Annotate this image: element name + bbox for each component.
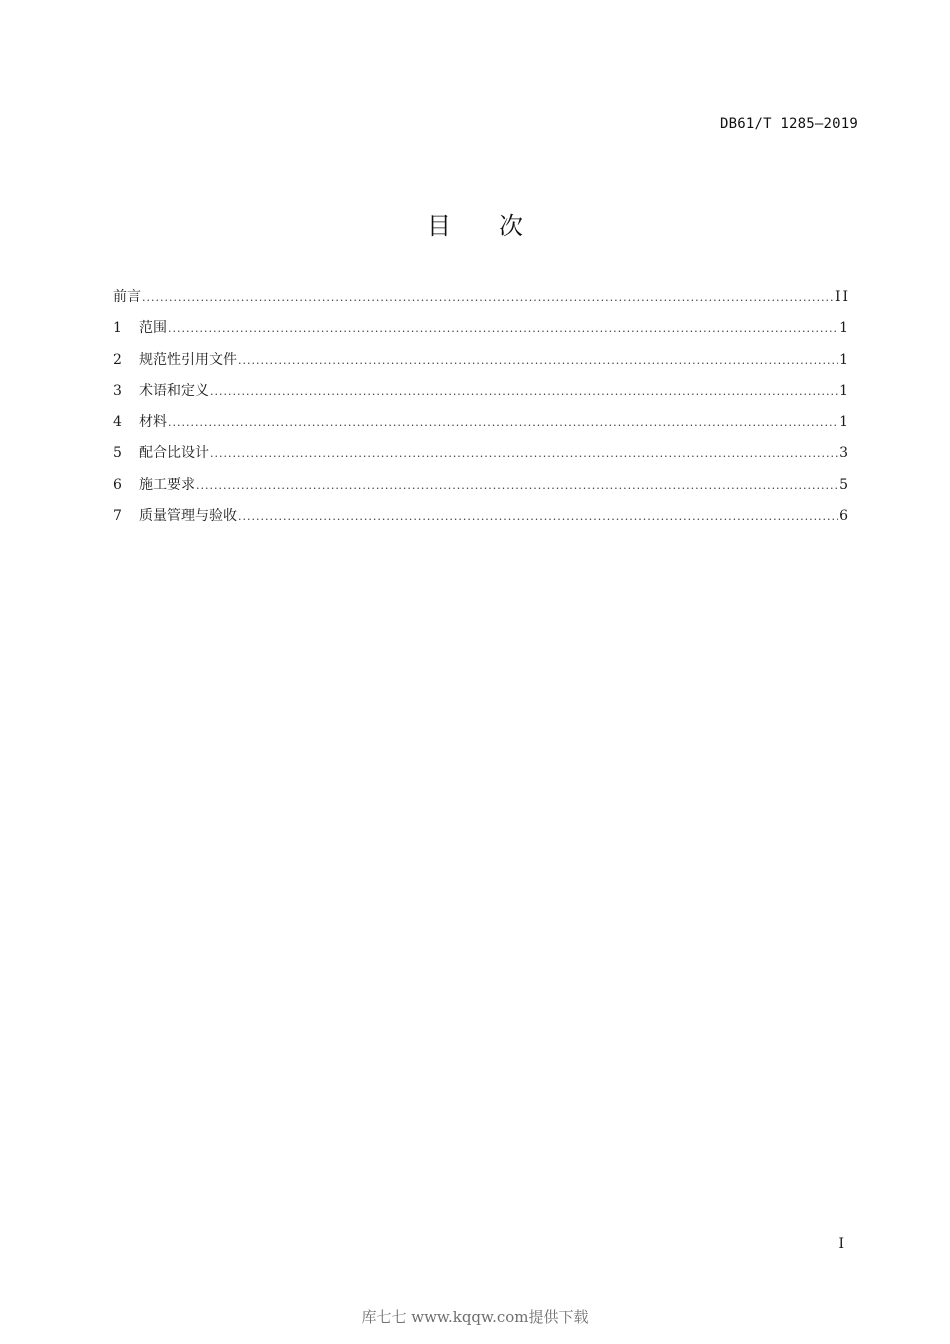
toc-entry-label: 术语和定义 [139, 382, 209, 399]
toc-dot-leader [238, 351, 838, 371]
toc-entry-number: 6 [113, 476, 122, 493]
toc-entry-label: 范围 [139, 320, 167, 337]
toc-entry-page: 1 [839, 351, 850, 368]
toc-entry-construction-requirements[interactable] [113, 475, 850, 506]
toc-entry-number: 4 [113, 414, 122, 431]
toc-entry-page: II [834, 289, 850, 305]
toc-dot-leader [168, 413, 838, 433]
toc-dot-leader [210, 382, 838, 402]
toc-title: 目次 [427, 212, 571, 240]
toc-entry-number: 5 [113, 445, 122, 462]
toc-entry-page: 6 [839, 508, 850, 525]
toc-entry-terms-definitions[interactable] [113, 381, 850, 412]
toc-entry-page: 5 [839, 476, 850, 493]
toc-entry-page: 1 [839, 382, 850, 399]
toc-entry-label: 材料 [139, 414, 167, 431]
toc-entry-label: 质量管理与验收 [139, 508, 237, 525]
toc-entry-label: 前言 [113, 289, 141, 305]
toc-entry-mix-design[interactable] [113, 443, 850, 474]
document-code: DB61/T 1285—2019 [719, 116, 858, 132]
toc-entry-label: 施工要求 [139, 476, 195, 493]
toc-entry-preface[interactable] [113, 287, 850, 318]
toc-entry-materials[interactable] [113, 412, 850, 443]
toc-entry-number: 1 [113, 320, 122, 337]
download-watermark: 库七七 www.kqqw.com提供下载 [361, 1308, 589, 1326]
toc-dot-leader [196, 476, 838, 496]
toc-entry-scope[interactable] [113, 318, 850, 349]
toc-entry-quality-acceptance[interactable] [113, 506, 850, 537]
toc-entry-normative-references[interactable] [113, 350, 850, 381]
toc-entry-label: 配合比设计 [139, 445, 209, 462]
toc-entry-number: 2 [113, 351, 122, 368]
toc-entry-number: 7 [113, 508, 122, 525]
toc-dot-leader [142, 288, 834, 308]
toc-entry-page: 3 [839, 445, 850, 462]
toc-dot-leader [168, 319, 838, 339]
toc-dot-leader [238, 507, 838, 527]
toc-entry-page: 1 [839, 414, 850, 431]
toc-entry-page: 1 [839, 320, 850, 337]
toc-entry-label: 规范性引用文件 [139, 351, 237, 368]
table-of-contents [113, 287, 850, 537]
toc-entry-number: 3 [113, 382, 122, 399]
toc-dot-leader [210, 444, 838, 464]
page-number: I [838, 1236, 844, 1252]
